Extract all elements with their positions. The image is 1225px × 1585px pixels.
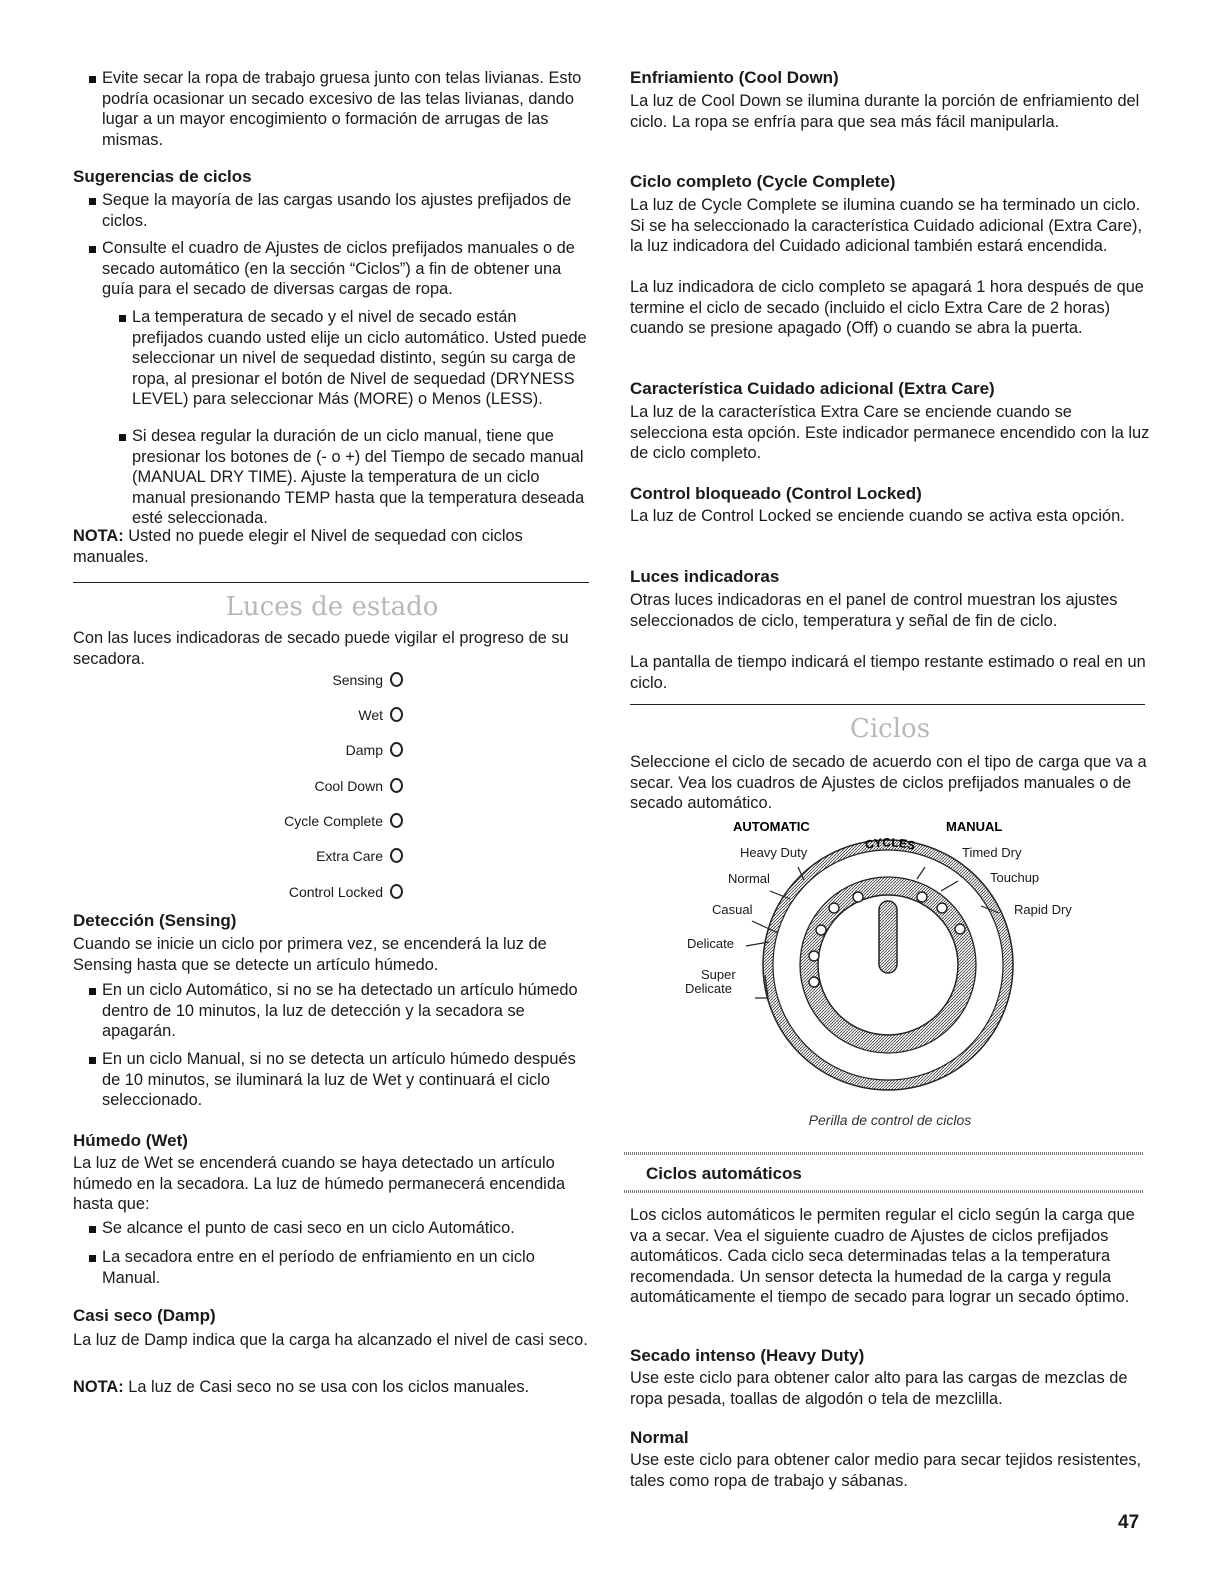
list-item (102, 190, 592, 231)
bullet-text: Se alcance el punto de casi seco en un ciclo Automático. (102, 1219, 515, 1237)
bullet-icon (89, 1057, 96, 1064)
paragraph: La luz de Damp indica que la carga ha alcanzado el nivel de casi seco. (73, 1331, 588, 1349)
section-heading: Normal (630, 1428, 689, 1447)
paragraph: Cuando se inicie un ciclo por primera vez, se encenderá la luz de Sensing hasta que se detecte un artículo húmedo. (73, 935, 547, 974)
bullet-icon (89, 246, 96, 253)
indicator-dot (937, 903, 947, 913)
bullet-text: Consulte el cuadro de Ajustes de ciclos prefijados manuales o de secado automático (en la sección “Ciclos”) a fin de obtener una guía para el secado de diversas cargas de ropa. (102, 239, 575, 299)
indicator-dot (809, 977, 819, 987)
status-light-item (73, 848, 403, 864)
divider (73, 582, 589, 583)
dotted-divider (624, 1190, 1144, 1193)
paragraph: La pantalla de tiempo indicará el tiempo restante estimado o real en un ciclo. (630, 653, 1146, 692)
status-light-label: Sensing (332, 672, 383, 688)
paragraph: Otras luces indicadoras en el panel de control muestran los ajustes seleccionados de ciclo, temperatura y señal de fin de ciclo. (630, 591, 1118, 630)
bullet-icon (89, 1226, 96, 1233)
status-light-label: Damp (345, 742, 383, 758)
section-heading: Húmedo (Wet) (73, 1131, 188, 1150)
status-light-icon (390, 707, 403, 722)
section-heading: Ciclo completo (Cycle Complete) (630, 172, 896, 191)
list-item (102, 68, 592, 150)
list-item (102, 1247, 592, 1288)
status-light-item (73, 813, 403, 829)
list-item (102, 1049, 592, 1111)
sub-list-item (132, 307, 592, 410)
status-light-label: Control Locked (288, 884, 383, 900)
cycle-label-casual: Casual (712, 902, 753, 917)
section-heading: Casi seco (Damp) (73, 1306, 216, 1325)
page-number: 47 (1118, 1512, 1140, 1533)
bullet-icon (89, 76, 96, 83)
paragraph: Use este ciclo para obtener calor medio para secar tejidos resistentes, tales como ropa de trabajo y sábanas. (630, 1451, 1142, 1490)
bullet-text: La temperatura de secado y el nivel de secado están prefijados cuando usted elije un ciclo automático. Usted puede seleccionar un nivel de sequedad distinto, según su carga de ropa, al presionar el botón de Nivel de sequedad (DRYNESS LEVEL) para seleccionar Más (MORE) o Menos (LESS). (132, 308, 587, 409)
cycle-label-super-delicate: Delicate (685, 981, 732, 996)
status-light-label: Wet (358, 707, 383, 723)
status-light-icon (390, 848, 403, 863)
sub-list-item (132, 426, 592, 529)
divider (630, 704, 1145, 705)
paragraph: Seleccione el ciclo de secado de acuerdo con el tipo de carga que va a secar. Vea los cuadros de Ajustes de ciclos prefijados manuales o de secado automático. (630, 753, 1147, 813)
paragraph: Use este ciclo para obtener calor alto para las cargas de mezclas de ropa pesada, toallas de algodón o tela de mezclilla. (630, 1369, 1128, 1408)
bullet-icon (89, 1255, 96, 1262)
cycle-label-delicate: Delicate (687, 936, 734, 951)
status-light-icon (390, 778, 403, 793)
status-light-item (73, 672, 403, 688)
paragraph: La luz de la característica Extra Care se enciende cuando se selecciona esta opción. Este indicador permanece encendido con la luz de ciclo completo. (630, 403, 1150, 463)
note-label: NOTA: (73, 1378, 124, 1396)
cycle-label-super: Super (701, 967, 736, 982)
status-light-item (73, 707, 403, 723)
section-heading: Sugerencias de ciclos (73, 167, 252, 186)
dotted-divider (624, 1152, 1144, 1155)
status-light-icon (390, 813, 403, 828)
dial-pointer (879, 901, 897, 973)
paragraph: Con las luces indicadoras de secado puede vigilar el progreso de su secadora. (73, 629, 569, 668)
section-title: Ciclos (849, 714, 931, 744)
paragraph: La luz de Control Locked se enciende cuando se activa esta opción. (630, 507, 1125, 525)
bullet-icon (119, 434, 126, 441)
bullet-text: En un ciclo Manual, si no se detecta un artículo húmedo después de 10 minutos, se iluminará la luz de Wet y continuará el ciclo seleccionado. (102, 1050, 576, 1110)
bullet-icon (89, 988, 96, 995)
status-light-item (73, 884, 403, 900)
section-heading: Característica Cuidado adicional (Extra Care) (630, 379, 995, 398)
cycles-label: CYCLES (863, 835, 917, 853)
bullet-text: Seque la mayoría de las cargas usando los ajustes prefijados de ciclos. (102, 191, 572, 230)
bullet-icon (89, 198, 96, 205)
note-text: Usted no puede elegir el Nivel de sequedad con ciclos manuales. (73, 527, 523, 566)
status-light-icon (390, 672, 403, 687)
figure-caption: Perilla de control de ciclos (808, 1112, 972, 1128)
cycle-control-dial (680, 815, 1120, 1115)
paragraph: Los ciclos automáticos le permiten regular el ciclo según la carga que va a secar. Vea el siguiente cuadro de Ajustes de ciclos prefijados automáticos. Cada ciclo seca determinadas telas a la temperatura recomendada. Un sensor detecta la humedad de la carga y regula automáticamente el tiempo de secado para lograr un secado óptimo. (630, 1206, 1135, 1307)
indicator-dot (816, 925, 826, 935)
list-item (102, 980, 592, 1042)
bullet-text: Si desea regular la duración de un ciclo manual, tiene que presionar los botones de (- o +) del Tiempo de secado manual (MANUAL DRY TIME). Ajuste la temperatura de un ciclo manual presionando TEMP hasta que la temperatura deseada esté seleccionada. (132, 427, 585, 528)
list-item (102, 1218, 592, 1239)
cycle-label-heavy-duty: Heavy Duty (740, 845, 808, 860)
section-heading: Secado intenso (Heavy Duty) (630, 1346, 865, 1365)
list-item (102, 238, 592, 300)
cycle-label-touchup: Touchup (990, 870, 1040, 885)
automatic-label: AUTOMATIC (733, 819, 810, 834)
note (73, 526, 591, 567)
bullet-text: En un ciclo Automático, si no se ha detectado un artículo húmedo dentro de 10 minutos, la luz de detección y la secadora se apagarán. (102, 981, 578, 1041)
cycle-label-timed-dry: Timed Dry (962, 845, 1022, 860)
bullet-icon (119, 315, 126, 322)
bullet-text: Evite secar la ropa de trabajo gruesa junto con telas livianas. Esto podría ocasionar un secado excesivo de las telas livianas, dando lugar a un mayor encogimiento o formación de arrugas de las mismas. (102, 69, 582, 149)
bullet-text: La secadora entre en el período de enfriamiento en un ciclo Manual. (102, 1248, 535, 1287)
section-heading: Luces indicadoras (630, 567, 780, 586)
status-light-icon (390, 884, 403, 899)
manual-label: MANUAL (946, 819, 1003, 834)
status-light-item (73, 742, 403, 758)
section-heading: Control bloqueado (Control Locked) (630, 484, 922, 503)
section-heading: Ciclos automáticos (646, 1164, 802, 1183)
section-title: Luces de estado (225, 592, 439, 622)
status-light-label: Cool Down (314, 778, 383, 794)
status-light-item (73, 778, 403, 794)
indicator-dot (853, 892, 863, 902)
section-heading: Enfriamiento (Cool Down) (630, 68, 839, 87)
indicator-dot (955, 924, 965, 934)
paragraph: La luz de Cool Down se ilumina durante la porción de enfriamiento del ciclo. La ropa se enfría para que sea más fácil manipularla. (630, 92, 1140, 131)
cycle-label-rapid-dry: Rapid Dry (1014, 902, 1072, 917)
status-light-label: Cycle Complete (284, 813, 383, 829)
paragraph: La luz indicadora de ciclo completo se apagará 1 hora después de que termine el ciclo de secado (incluido el ciclo Extra Care de 2 horas) cuando se presione apagado (Off) o cuando se abra la puerta. (630, 278, 1144, 338)
section-heading: Detección (Sensing) (73, 911, 237, 930)
note (73, 1377, 591, 1398)
status-light-icon (390, 742, 403, 757)
paragraph: La luz de Wet se encenderá cuando se haya detectado un artículo húmedo en la secadora. La luz de húmedo permanecerá encendida hasta que: (73, 1154, 566, 1214)
cycle-label-normal: Normal (728, 871, 770, 886)
note-label: NOTA: (73, 527, 124, 545)
indicator-dot (809, 951, 819, 961)
note-text: La luz de Casi seco no se usa con los ciclos manuales. (123, 1378, 530, 1396)
indicator-dot (917, 892, 927, 902)
indicator-dot (829, 903, 839, 913)
paragraph: La luz de Cycle Complete se ilumina cuando se ha terminado un ciclo. Si se ha seleccionado la característica Cuidado adicional (Extra Care), la luz indicadora del Cuidado adicional también estará encendida. (630, 196, 1143, 256)
status-light-label: Extra Care (316, 848, 383, 864)
